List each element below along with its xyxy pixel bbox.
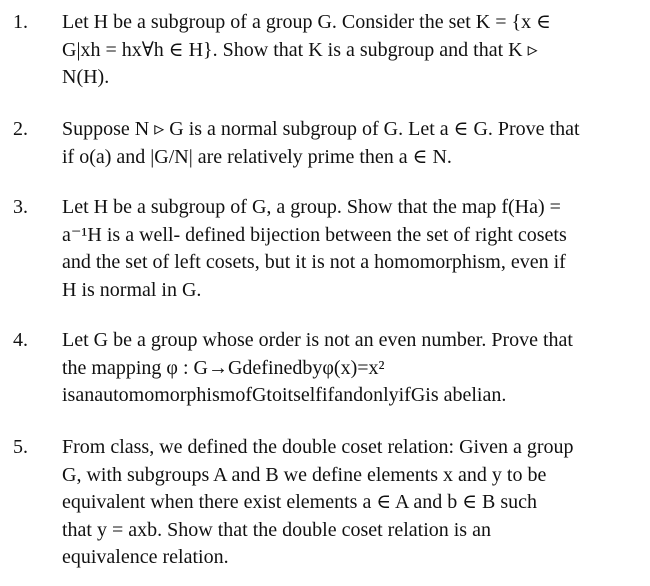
problem-number: 3. (13, 196, 28, 218)
problem-text-line: Let G be a group whose order is not an even number. Prove that (62, 329, 573, 351)
problem-text-line: H is normal in G. (62, 278, 202, 301)
problem-text-line: if o(a) and |G/N| are relatively prime then a ∈ N. (62, 145, 452, 168)
problem-text-line: Let H be a subgroup of G, a group. Show that the map f(Ha) = (62, 196, 561, 218)
problem-text-line: equivalence relation. (62, 546, 229, 569)
problem-text-line: N(H). (62, 66, 110, 89)
problem-number: 5. (13, 436, 28, 458)
problem-number: 1. (13, 11, 28, 33)
problem-text-line: equivalent when there exist elements a ∈ A and b ∈ B such (62, 491, 538, 514)
problem-text-line: Let H be a subgroup of a group G. Consider the set K = {x ∈ (62, 11, 551, 33)
problem-text-line: Suppose N ▹ G is a normal subgroup of G. Let a ∈ G. Prove that (62, 118, 580, 140)
problem-text-line: the mapping φ : G→Gdefinedbyφ(x)=x² (62, 356, 385, 379)
problem-number: 4. (13, 329, 28, 351)
problem-text-line: a⁻¹H is a well- defined bijection between the set of right cosets (62, 223, 567, 246)
problem-text-line: G, with subgroups A and B we define elements x and y to be (62, 463, 547, 486)
problem-text-line: From class, we defined the double coset relation: Given a group (62, 436, 574, 458)
problem-text-line: and the set of left cosets, but it is not a homomorphism, even if (62, 251, 566, 274)
problem-number: 2. (13, 118, 28, 140)
problem-text-line: G|xh = hx∀h ∈ H}. Show that K is a subgroup and that K ▹ (62, 38, 538, 61)
problem-text-line: isanautomomorphismofGtoitselfifandonlyifGis abelian. (62, 384, 507, 407)
problem-text-line: that y = axb. Show that the double coset relation is an (62, 518, 491, 541)
